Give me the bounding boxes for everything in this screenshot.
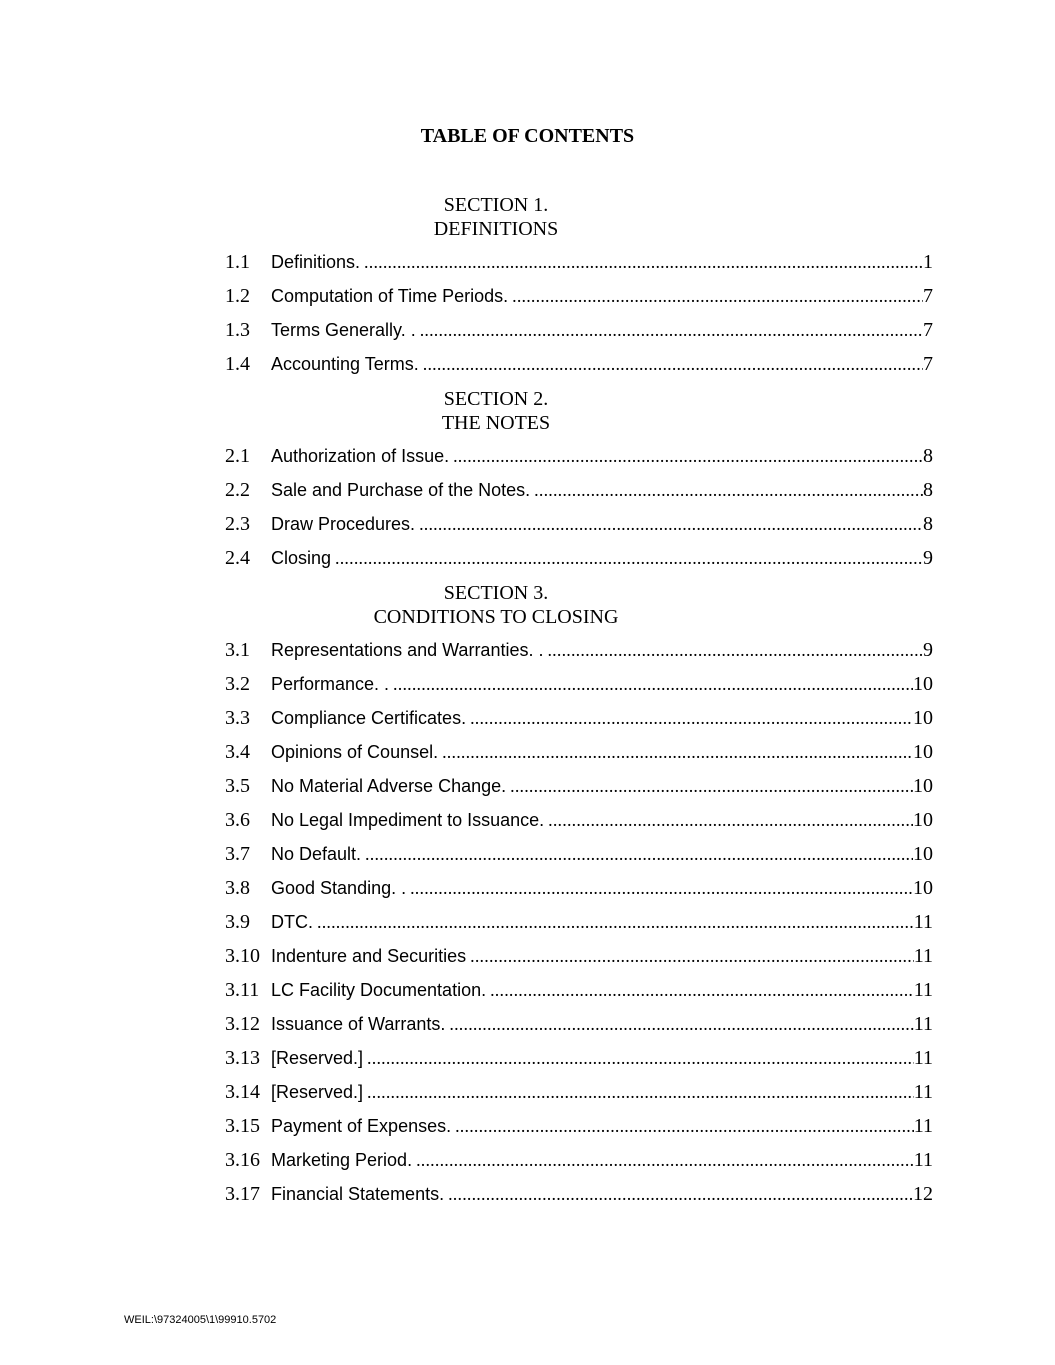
entry-title: Sale and Purchase of the Notes. xyxy=(271,480,531,500)
dot-leader xyxy=(445,1014,913,1035)
toc-entry[interactable] xyxy=(225,1115,933,1139)
dot-leader xyxy=(486,980,914,1001)
entry-title: Representations and Warranties. . xyxy=(271,640,544,660)
entry-title: Accounting Terms. xyxy=(271,354,419,374)
entry-title: Opinions of Counsel. xyxy=(271,742,439,762)
entry-number: 3.5 xyxy=(225,775,250,797)
section-title: CONDITIONS TO CLOSING xyxy=(373,606,619,628)
toc-entry[interactable] xyxy=(225,843,933,867)
dot-leader xyxy=(530,480,923,501)
dot-leader xyxy=(406,878,913,899)
toc-entry[interactable] xyxy=(225,353,933,377)
toc-entry[interactable] xyxy=(225,673,933,697)
entry-page: 8 xyxy=(923,445,933,467)
dot-leader xyxy=(451,1116,914,1137)
dot-leader xyxy=(438,742,913,763)
entry-page: 8 xyxy=(923,479,933,501)
entry-number: 3.16 xyxy=(225,1149,260,1171)
entry-number: 1.2 xyxy=(225,285,250,307)
entry-number: 3.2 xyxy=(225,673,250,695)
entry-number: 3.13 xyxy=(225,1047,260,1069)
entry-page: 11 xyxy=(913,945,933,967)
entry-number: 3.14 xyxy=(225,1081,260,1103)
dot-leader xyxy=(416,320,923,341)
entry-title: No Default. xyxy=(271,844,362,864)
dot-leader xyxy=(363,1048,914,1069)
entry-number: 3.3 xyxy=(225,707,250,729)
toc-entry[interactable] xyxy=(225,513,933,537)
toc-entry[interactable] xyxy=(225,911,933,935)
dot-leader xyxy=(466,708,913,729)
dot-leader xyxy=(506,776,913,797)
entry-number: 3.1 xyxy=(225,639,250,661)
entry-page: 7 xyxy=(923,353,933,375)
entry-number: 3.4 xyxy=(225,741,250,763)
toc-entry[interactable] xyxy=(225,445,933,469)
entry-page: 11 xyxy=(913,1047,933,1069)
entry-number: 2.4 xyxy=(225,547,250,569)
section-number: SECTION 1. xyxy=(443,194,549,216)
entry-number: 3.15 xyxy=(225,1115,260,1137)
entry-page: 12 xyxy=(913,1183,933,1205)
toc-entry[interactable] xyxy=(225,979,933,1003)
entry-title: Marketing Period. xyxy=(271,1150,413,1170)
section-number: SECTION 3. xyxy=(443,582,549,604)
entry-page: 11 xyxy=(913,1013,933,1035)
entry-number: 2.2 xyxy=(225,479,250,501)
entry-title: Performance. . xyxy=(271,674,390,694)
entry-title: [Reserved.] xyxy=(271,1082,364,1102)
section-number: SECTION 2. xyxy=(443,388,549,410)
entry-title: Issuance of Warrants. xyxy=(271,1014,446,1034)
dot-leader xyxy=(363,1082,914,1103)
entry-number: 3.17 xyxy=(225,1183,260,1205)
dot-leader xyxy=(412,1150,914,1171)
entry-number: 1.4 xyxy=(225,353,250,375)
toc-entry[interactable] xyxy=(225,809,933,833)
toc-entry[interactable] xyxy=(225,945,933,969)
entry-title: Compliance Certificates. xyxy=(271,708,467,728)
entry-title: Closing xyxy=(271,548,332,568)
entry-title: Definitions. xyxy=(271,252,361,272)
entry-page: 10 xyxy=(913,741,933,763)
page-title: TABLE OF CONTENTS xyxy=(420,125,635,147)
dot-leader xyxy=(415,514,923,535)
section-heading-1 xyxy=(346,193,646,241)
toc-entry[interactable] xyxy=(225,1183,933,1207)
dot-leader xyxy=(361,844,913,865)
entry-number: 3.12 xyxy=(225,1013,260,1035)
entry-page: 10 xyxy=(913,877,933,899)
entry-title: Authorization of Issue. xyxy=(271,446,450,466)
entry-page: 7 xyxy=(923,319,933,341)
toc-entry[interactable] xyxy=(225,1081,933,1105)
dot-leader xyxy=(313,912,914,933)
toc-entry[interactable] xyxy=(225,1013,933,1037)
document-footer-id: WEIL:\97324005\1\99910.5702 xyxy=(124,1314,277,1326)
dot-leader xyxy=(444,1184,913,1205)
entry-page: 1 xyxy=(923,251,933,273)
section-heading-2 xyxy=(346,387,646,435)
toc-entry[interactable] xyxy=(225,775,933,799)
dot-leader xyxy=(331,548,923,569)
toc-entry[interactable] xyxy=(225,741,933,765)
toc-entry[interactable] xyxy=(225,547,933,571)
entry-page: 11 xyxy=(913,1115,933,1137)
entry-page: 10 xyxy=(913,843,933,865)
entry-number: 2.3 xyxy=(225,513,250,535)
entry-title: No Material Adverse Change. xyxy=(271,776,507,796)
entry-number: 1.1 xyxy=(225,251,250,273)
entry-title: Indenture and Securities xyxy=(271,946,467,966)
toc-entry[interactable] xyxy=(225,319,933,343)
entry-title: Payment of Expenses. xyxy=(271,1116,452,1136)
entry-page: 10 xyxy=(913,707,933,729)
toc-entry[interactable] xyxy=(225,479,933,503)
toc-entry[interactable] xyxy=(225,877,933,901)
entry-title: Draw Procedures. xyxy=(271,514,416,534)
entry-title: Terms Generally. . xyxy=(271,320,416,340)
entry-number: 3.6 xyxy=(225,809,250,831)
entry-number: 3.7 xyxy=(225,843,250,865)
dot-leader xyxy=(543,640,923,661)
entry-page: 10 xyxy=(913,673,933,695)
entry-page: 10 xyxy=(913,775,933,797)
dot-leader xyxy=(544,810,913,831)
entry-page: 11 xyxy=(913,1081,933,1103)
dot-leader xyxy=(389,674,913,695)
entry-number: 1.3 xyxy=(225,319,250,341)
dot-leader xyxy=(360,252,923,273)
entry-title: DTC. xyxy=(271,912,313,932)
dot-leader xyxy=(508,286,923,307)
section-heading-3 xyxy=(346,581,646,629)
entry-number: 2.1 xyxy=(225,445,250,467)
toc-entry[interactable] xyxy=(225,707,933,731)
entry-title: LC Facility Documentation. xyxy=(271,980,487,1000)
entry-number: 3.8 xyxy=(225,877,250,899)
entry-page: 9 xyxy=(923,547,933,569)
entry-page: 11 xyxy=(913,911,933,933)
entry-number: 3.9 xyxy=(225,911,250,933)
toc-entry[interactable] xyxy=(225,285,933,309)
entry-title: Financial Statements. xyxy=(271,1184,445,1204)
entry-page: 7 xyxy=(923,285,933,307)
entry-page: 10 xyxy=(913,809,933,831)
entry-title: No Legal Impediment to Issuance. xyxy=(271,810,545,830)
entry-page: 11 xyxy=(913,1149,933,1171)
entry-page: 11 xyxy=(913,979,933,1001)
toc-entry[interactable] xyxy=(225,251,933,275)
toc-entry[interactable] xyxy=(225,1047,933,1071)
dot-leader xyxy=(466,946,914,967)
toc-entry[interactable] xyxy=(225,1149,933,1173)
entry-page: 9 xyxy=(923,639,933,661)
entry-title: [Reserved.] xyxy=(271,1048,364,1068)
entry-page: 8 xyxy=(923,513,933,535)
section-title: DEFINITIONS xyxy=(433,218,559,240)
toc-entry[interactable] xyxy=(225,639,933,663)
entry-title: Computation of Time Periods. xyxy=(271,286,509,306)
entry-number: 3.10 xyxy=(225,945,260,967)
entry-number: 3.11 xyxy=(225,979,260,1001)
dot-leader xyxy=(419,354,923,375)
section-title: THE NOTES xyxy=(441,412,551,434)
dot-leader xyxy=(449,446,923,467)
entry-title: Good Standing. . xyxy=(271,878,407,898)
